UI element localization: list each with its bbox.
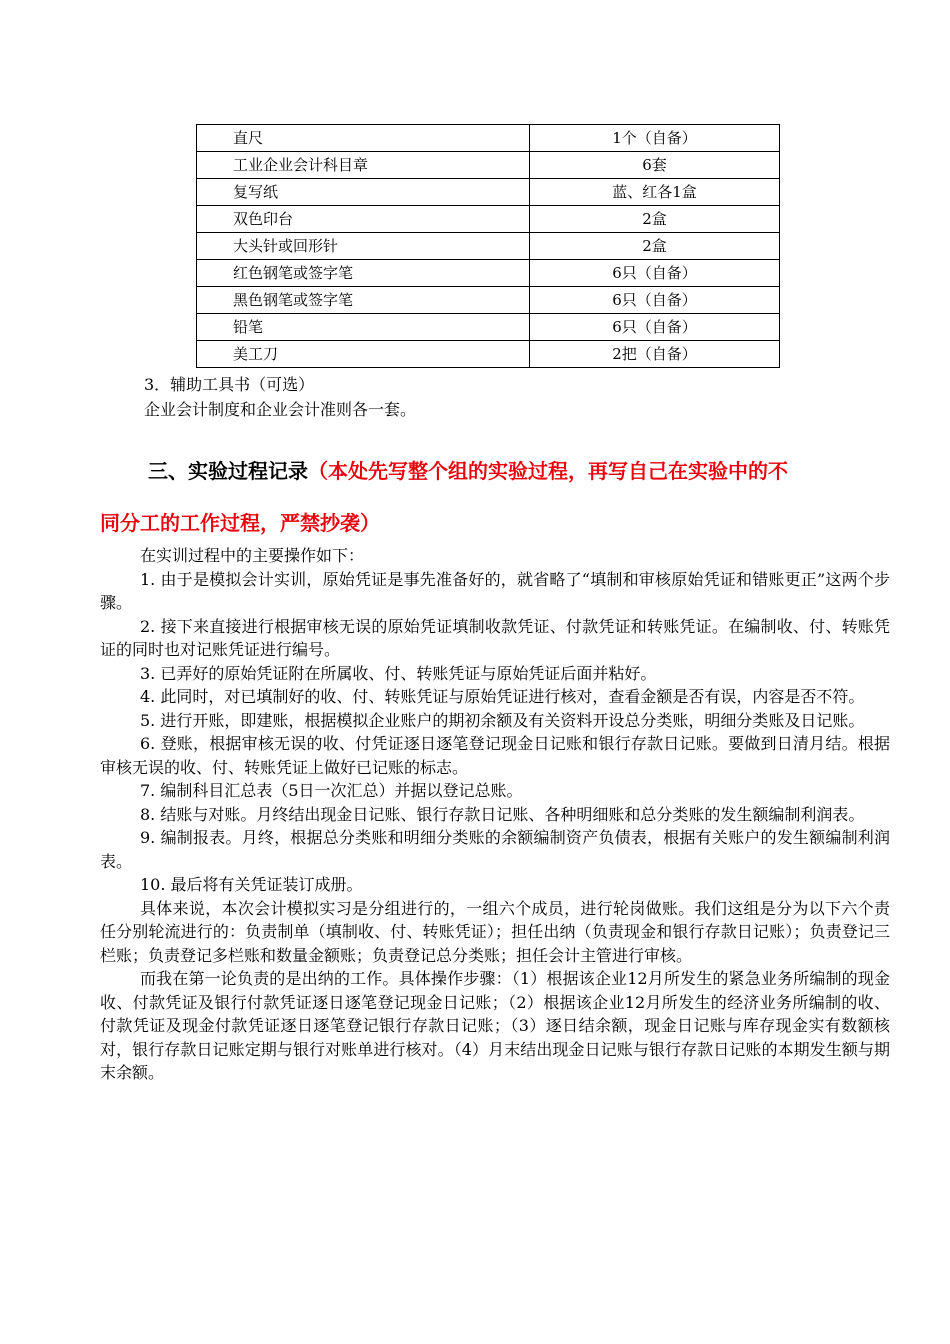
item-name: 红色钢笔或签字笔: [197, 260, 530, 287]
item-quantity: 2盒: [530, 206, 780, 233]
item-name: 大头针或回形针: [197, 233, 530, 260]
list-item: 6. 登账，根据审核无误的收、付凭证逐日逐笔登记现金日记账和银行存款日记账。要做到日清月结。根据审核无误的收、付、转账凭证上做好已记账的标志。: [100, 734, 890, 777]
item-quantity: 蓝、红各1盒: [530, 179, 780, 206]
section-text: 企业会计制度和企业会计准则各一套。: [144, 400, 417, 419]
heading-title: 三、实验过程记录: [148, 459, 308, 483]
item-name: 直尺: [197, 125, 530, 152]
item-quantity: 2把（自备）: [530, 341, 780, 368]
item-quantity: 6只（自备）: [530, 260, 780, 287]
item-quantity: 6只（自备）: [530, 287, 780, 314]
table-row: [197, 287, 780, 314]
table-row: [197, 233, 780, 260]
table-row: [197, 314, 780, 341]
heading-note: （本处先写整个组的实验过程，再写自己在实验中的不: [308, 459, 788, 483]
table-row: [197, 179, 780, 206]
section-heading: [148, 456, 788, 486]
list-item: 8. 结账与对账。月终结出现金日记账、银行存款日记账、各种明细账和总分类账的发生额编制利润表。: [140, 804, 865, 824]
table-row: [197, 341, 780, 368]
item-name: 铅笔: [197, 314, 530, 341]
list-item: 7. 编制科目汇总表（5日一次汇总）并据以登记总账。: [140, 781, 523, 800]
list-item: 2. 接下来直接进行根据审核无误的原始凭证填制收款凭证、付款凭证和转账凭证。在编制收、付、转账凭证的同时也对记账凭证进行编号。: [100, 616, 890, 659]
item-quantity: 1个（自备）: [530, 125, 780, 152]
heading-note-continued: 同分工的工作过程，严禁抄袭）: [100, 511, 380, 535]
section-label: 3．辅助工具书（可选）: [144, 375, 315, 394]
item-name: 美工刀: [197, 341, 530, 368]
self-paragraph: 而我在第一论负责的是出纳的工作。具体操作步骤：（1）根据该企业12月所发生的紧急业务所编制的现金收、付款凭证及银行付款凭证逐日逐笔登记现金日记账；（2）根据该企业12月所发生的经济业务所编制的收、付款凭证及现金付款凭证逐日逐笔登记银行存款日记账；（3）逐日结余额，现金日记账与库存现金实有数额核对，银行存款日记账定期与银行对账单进行核对。（4）月末结出现金日记账与银行存款日记账的本期发生额与期末余额。: [100, 969, 890, 1082]
table-row: [197, 152, 780, 179]
item-name: 工业企业会计科目章: [197, 152, 530, 179]
list-item: 4. 此同时，对已填制好的收、付、转账凭证与原始凭证进行核对，查看金额是否有误，内容是否不符。: [140, 687, 865, 706]
list-item: 5. 进行开账，即建账，根据模拟企业账户的期初余额及有关资料开设总分类账，明细分类账及日记账。: [140, 710, 865, 730]
item-name: 黑色钢笔或签字笔: [197, 287, 530, 314]
item-quantity: 6套: [530, 152, 780, 179]
table-row: [197, 260, 780, 287]
supplies-table: [196, 124, 780, 368]
list-item: 1. 由于是模拟会计实训，原始凭证是事先准备好的，就省略了“填制和审核原始凭证和错账更正”这两个步骤。: [100, 569, 890, 612]
list-item: 9. 编制报表。月终，根据总分类账和明细分类账的余额编制资产负债表，根据有关账户的发生额编制利润表。: [100, 828, 890, 871]
list-item: 3. 已弄好的原始凭证附在所属收、付、转账凭证与原始凭证后面并粘好。: [140, 663, 657, 683]
table-row: [197, 206, 780, 233]
item-quantity: 2盒: [530, 233, 780, 260]
item-quantity: 6只（自备）: [530, 314, 780, 341]
list-item: 10. 最后将有关凭证装订成册。: [140, 875, 363, 894]
item-name: 复写纸: [197, 179, 530, 206]
intro-paragraph: 在实训过程中的主要操作如下：: [140, 546, 365, 565]
table-row: [197, 125, 780, 152]
process-record: [100, 544, 890, 1085]
item-name: 双色印台: [197, 206, 530, 233]
group-paragraph: 具体来说，本次会计模拟实习是分组进行的，一组六个成员，进行轮岗做账。我们这组是分为以下六个责任分别轮流进行的：负责制单（填制收、付、转账凭证）；担任出纳（负责现金和银行存款日记账）；负责登记三栏账；负责登记多栏账和数量金额账；负责登记总分类账；担任会计主管进行审核。: [100, 898, 890, 965]
